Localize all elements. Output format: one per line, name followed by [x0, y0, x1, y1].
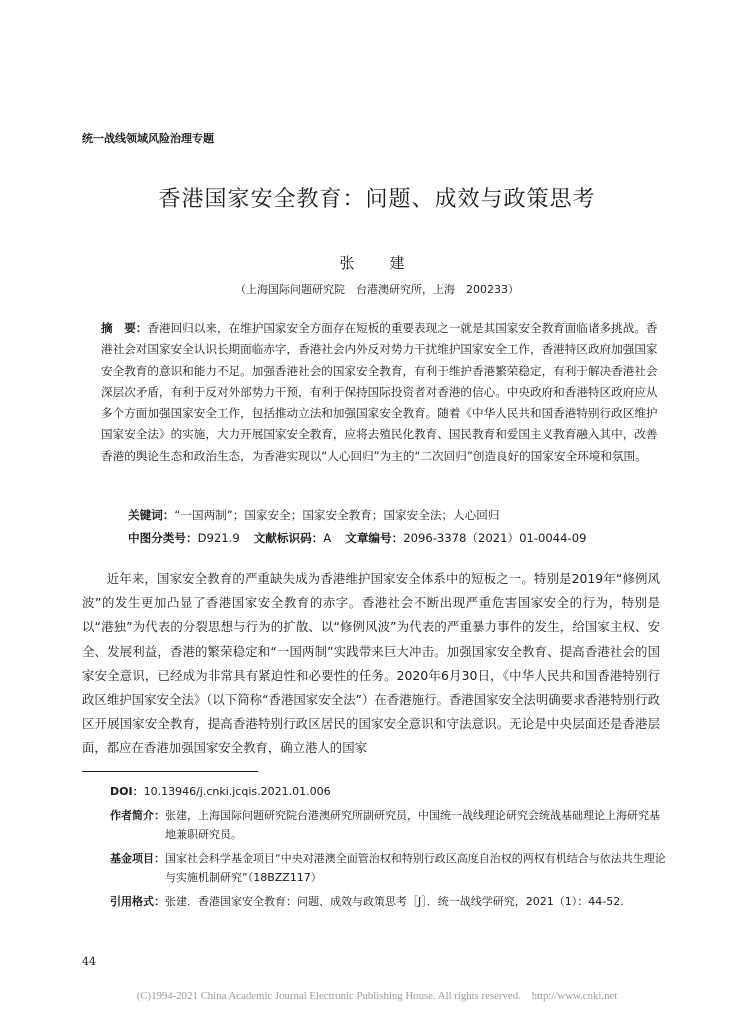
column-tag: 统一战线领域风险治理专题 [82, 132, 214, 145]
author-note-label: 作者简介： [110, 808, 165, 822]
fund-value: 国家社会科学基金项目“中央对港澳全面管治权和特别行政区高度自治权的两权有机结合与依法共生理论与实施机制研究”（18BZZ117） [165, 851, 666, 884]
abstract [101, 318, 661, 467]
article-no-label: 文章编号： [345, 531, 404, 545]
article-no-value: 2096-3378（2021）01-0044-09 [403, 531, 587, 545]
fund-note [110, 849, 668, 888]
doi-note [110, 782, 668, 802]
citation-note [110, 892, 668, 912]
doc-code-label: 文献标识码： [253, 531, 324, 545]
keywords-label: 关键词： [128, 508, 175, 522]
author-note-value: 张建，上海国际问题研究院台港澳研究所副研究员，中国统一战线理论研究会统战基础理论上海研究基地兼职研究员。 [165, 808, 660, 841]
author-note [110, 806, 668, 845]
author-name: 张 建 [339, 254, 415, 272]
abstract-label: 摘 要： [101, 321, 148, 335]
keywords-text: “一国两制”；国家安全；国家安全教育；国家安全法；人心回归 [174, 508, 500, 522]
clc-value: D921.9 [197, 531, 240, 545]
keywords [128, 507, 499, 523]
doi-label: DOI： [110, 785, 144, 798]
citation-value: 张建．香港国家安全教育：问题、成效与政策思考［J］．统一战线学研究，2021（1）：44-52. [165, 894, 624, 908]
fund-label: 基金项目： [110, 851, 165, 865]
doi-value: 10.13946/j.cnki.jcqis.2021.01.006 [143, 785, 331, 798]
footnote-divider [82, 771, 258, 772]
copyright-watermark: (C)1994-2021 China Academic Journal Electronic Publishing House. All rights reserved. http://www.cnki.net [136, 990, 618, 1002]
footnotes [110, 782, 668, 915]
classification-line [128, 530, 586, 546]
author-affiliation: （上海国际问题研究院 台港澳研究所，上海 200233） [235, 283, 519, 296]
body-paragraph: 近年来，国家安全教育的严重缺失成为香港维护国家安全体系中的短板之一。特别是2019年“修例风波”的发生更加凸显了香港国家安全教育的赤字。香港社会不断出现严重危害国家安全的行为，特别是以“港独”为代表的分裂思想与行为的扩散、以“修例风波”为代表的严重暴力事件的发生，给国家主权、安全、发展利益，香港的繁荣稳定和“一国两制”实践带来巨大冲击。加强国家安全教育、提高香港社会的国家安全意识，已经成为非常具有紧迫性和必要性的任务。2020年6月30日，《中华人民共和国香港特别行政区维护国家安全法》（以下简称“香港国家安全法”）在香港施行。香港国家安全法明确要求香港特别行政区开展国家安全教育，提高香港特别行政区居民的国家安全意识和守法意识。无论是中央层面还是香港层面，都应在香港加强国家安全教育，确立港人的国家 [82, 571, 660, 756]
doc-code-value: A [323, 531, 332, 545]
citation-label: 引用格式： [110, 894, 165, 908]
page-number: 44 [82, 955, 96, 968]
abstract-text: 香港回归以来，在维护国家安全方面存在短板的重要表现之一就是其国家安全教育面临诸多挑战。香港社会对国家安全认识长期面临赤字，香港社会内外反对势力干扰维护国家安全工作，香港特区政府加强国家安全教育的意识和能力不足。加强香港社会的国家安全教育，有利于维护香港繁荣稳定，有利于解决香港社会深层次矛盾，有利于反对外部势力干预，有利于保持国际投资者对香港的信心。中央政府和香港特区政府应从多个方面加强国家安全工作，包括推动立法和加强国家安全教育。随着《中华人民共和国香港特别行政区维护国家安全法》的实施，大力开展国家安全教育，应将去殖民化教育、国民教育和爱国主义教育融入其中，改善香港的舆论生态和政治生态，为香港实现以“人心回归”为主的“二次回归”创造良好的国家安全环境和氛围。 [101, 321, 658, 463]
clc-label: 中图分类号： [128, 531, 198, 545]
article-title: 香港国家安全教育：问题、成效与政策思考 [158, 187, 596, 212]
